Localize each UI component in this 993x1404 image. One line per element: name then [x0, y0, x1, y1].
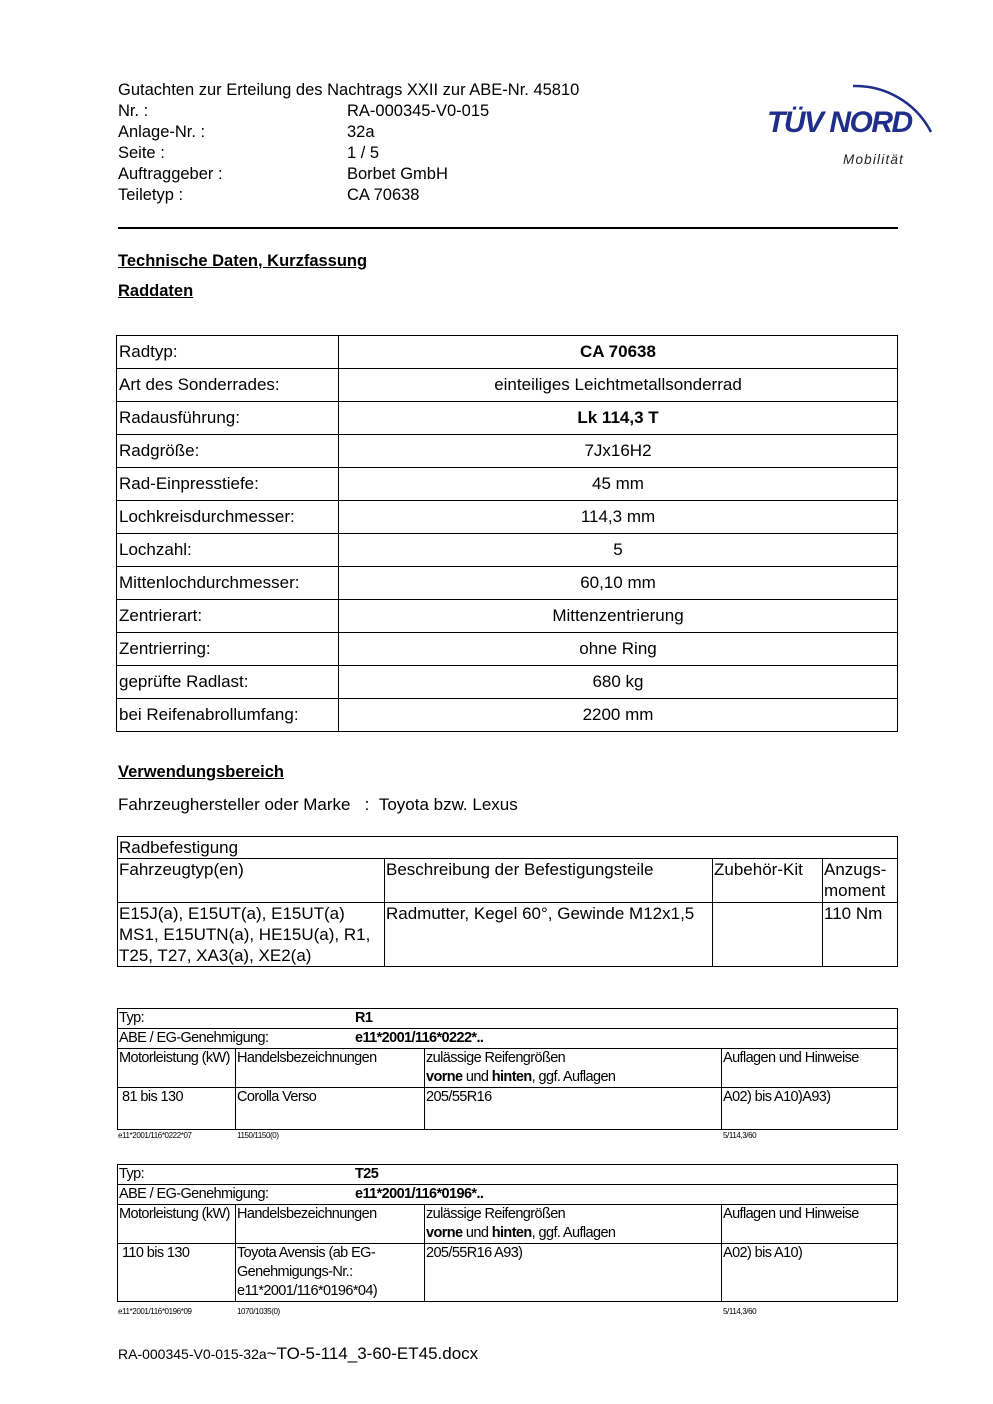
- row-label: Art des Sonderrades:: [117, 369, 339, 402]
- column-header: Handelsbezeichnungen: [236, 1205, 425, 1244]
- row-value: 60,10 mm: [339, 567, 898, 600]
- table-row: [117, 699, 898, 732]
- handel-cell: Toyota Avensis (ab EG-Genehmigungs-Nr.: e11*2001/116*0196*04): [236, 1244, 425, 1302]
- row-label: Lochkreisdurchmesser:: [117, 501, 339, 534]
- column-header: Motorleistung (kW): [118, 1049, 236, 1088]
- row-label: geprüfte Radlast:: [117, 666, 339, 699]
- table-row: [117, 666, 898, 699]
- header-value: 32a: [347, 123, 375, 141]
- header-row: [118, 185, 579, 206]
- column-header: [425, 1049, 722, 1088]
- row-label: Radausführung:: [117, 402, 339, 435]
- footnote-hole: 5/114,3/60: [723, 1307, 757, 1316]
- reifen-header: zulässige Reifengrößen: [426, 1050, 566, 1066]
- abe-label: ABE / EG-Genehmigung:: [119, 1186, 269, 1202]
- column-header: Auflagen und Hinweise: [722, 1205, 898, 1244]
- header-value: RA-000345-V0-015: [347, 102, 490, 120]
- reifen-cell: 205/55R16: [425, 1088, 722, 1130]
- row-value: Mittenzentrierung: [339, 600, 898, 633]
- typ-table-t25: [117, 1164, 898, 1302]
- typ-value: T25: [355, 1166, 379, 1182]
- table-row: [117, 534, 898, 567]
- tuev-nord-logo: [763, 56, 943, 171]
- typ-label: Typ:: [119, 1010, 144, 1026]
- zubehoer-kit-cell: [713, 903, 823, 967]
- reifen-cell: 205/55R16 A93): [425, 1244, 722, 1302]
- footnote-weight: 1070/1035(0): [237, 1307, 280, 1316]
- column-header: Fahrzeugtyp(en): [118, 859, 385, 903]
- header-value: 1 / 5: [347, 144, 380, 162]
- anzugsmoment-cell: 110 Nm: [823, 903, 898, 967]
- reifen-rest: , ggf. Auflagen: [531, 1225, 616, 1241]
- row-value: 7Jx16H2: [339, 435, 898, 468]
- header-label: Nr. :: [118, 102, 149, 120]
- fahrzeug-value: Toyota bzw. Lexus: [378, 795, 518, 814]
- section-title-verwendung: Verwendungsbereich: [118, 763, 284, 781]
- abe-label: ABE / EG-Genehmigung:: [119, 1030, 269, 1046]
- row-value: einteiliges Leichtmetallsonderrad: [339, 369, 898, 402]
- table-row: [118, 1029, 898, 1049]
- reifen-hinten: hinten: [491, 1069, 532, 1085]
- table-row: [117, 600, 898, 633]
- row-label: Mittenlochdurchmesser:: [117, 567, 339, 600]
- reifen-hinten: hinten: [491, 1225, 532, 1241]
- table-row: [117, 633, 898, 666]
- row-value: Lk 114,3 T: [339, 402, 898, 435]
- logo-wordmark: TÜV NORD: [767, 106, 912, 139]
- row-value: 680 kg: [339, 666, 898, 699]
- row-label: Radgröße:: [117, 435, 339, 468]
- header-label: Teiletyp :: [118, 186, 184, 204]
- footnote-hole: 5/114,3/60: [723, 1131, 757, 1140]
- footer-filename: ~TO-5-114_3-60-ET45.docx: [266, 1344, 479, 1363]
- table-row: [118, 1009, 898, 1029]
- row-label: Zentrierart:: [117, 600, 339, 633]
- table-row: [118, 1244, 898, 1302]
- column-header: Auflagen und Hinweise: [722, 1049, 898, 1088]
- header-label: Seite :: [118, 144, 165, 162]
- logo-subtitle: Mobilität: [843, 152, 905, 167]
- typ-label: Typ:: [119, 1166, 144, 1182]
- table-row: [117, 468, 898, 501]
- row-value: 2200 mm: [339, 699, 898, 732]
- table-row: [118, 903, 898, 967]
- typ-value: R1: [355, 1010, 373, 1026]
- table-row: [118, 1088, 898, 1130]
- row-label: Lochzahl:: [117, 534, 339, 567]
- header-row: [118, 143, 579, 164]
- section-title-tech: Technische Daten, Kurzfassung: [118, 252, 368, 270]
- row-value: CA 70638: [339, 336, 898, 369]
- table-row: [117, 402, 898, 435]
- fahrzeug-label: Fahrzeughersteller oder Marke: [118, 795, 351, 814]
- row-label: bei Reifenabrollumfang:: [117, 699, 339, 732]
- table-row: [117, 567, 898, 600]
- row-value: 45 mm: [339, 468, 898, 501]
- motor-cell: 110 bis 130: [118, 1244, 236, 1302]
- column-header: Beschreibung der Befestigungsteile: [385, 859, 713, 903]
- header-value: CA 70638: [347, 186, 420, 204]
- column-header: Motorleistung (kW): [118, 1205, 236, 1244]
- row-value: 114,3 mm: [339, 501, 898, 534]
- header-row: [118, 122, 579, 143]
- auflagen-cell: A02) bis A10): [722, 1244, 898, 1302]
- section-title-raddaten: Raddaten: [118, 282, 194, 300]
- fahrzeugtypen-cell: E15J(a), E15UT(a), E15UT(a) MS1, E15UTN(a), HE15U(a), R1, T25, T27, XA3(a), XE2(a): [118, 903, 385, 967]
- row-label: Zentrierring:: [117, 633, 339, 666]
- column-header: [425, 1205, 722, 1244]
- table-row: [117, 501, 898, 534]
- table-row: [117, 336, 898, 369]
- footer-docid: RA-000345-V0-015-32a: [118, 1346, 267, 1362]
- header-label: Auftraggeber :: [118, 165, 223, 183]
- reifen-header: zulässige Reifengrößen: [426, 1206, 566, 1222]
- column-header: Handelsbezeichnungen: [236, 1049, 425, 1088]
- document-header: [118, 80, 579, 206]
- header-title: Gutachten zur Erteilung des Nachtrags XXII zur ABE-Nr. 45810: [118, 81, 580, 99]
- row-label: Rad-Einpresstiefe:: [117, 468, 339, 501]
- abe-value: e11*2001/116*0222*..: [355, 1030, 484, 1046]
- handel-cell: Corolla Verso: [236, 1088, 425, 1130]
- beschreibung-cell: Radmutter, Kegel 60°, Gewinde M12x1,5: [385, 903, 713, 967]
- motor-cell: 81 bis 130: [118, 1088, 236, 1130]
- table-row: [118, 1205, 898, 1244]
- header-row: [118, 164, 579, 185]
- header-row: [118, 101, 579, 122]
- reifen-vorne: vorne: [426, 1069, 463, 1085]
- radbefestigung-table: [117, 836, 898, 967]
- column-header: Zubehör-Kit: [713, 859, 823, 903]
- row-label: Radtyp:: [117, 336, 339, 369]
- column-header: Anzugs-moment: [823, 859, 898, 903]
- fahrzeug-sep: :: [364, 795, 370, 814]
- header-divider: [118, 227, 898, 229]
- footnote-code: e11*2001/116*0222*07: [118, 1131, 192, 1140]
- table-row: [118, 859, 898, 903]
- footnote-code: e11*2001/116*0196*09: [118, 1307, 192, 1316]
- reifen-vorne: vorne: [426, 1225, 463, 1241]
- table-row: [117, 435, 898, 468]
- befestigung-title: Radbefestigung: [118, 837, 898, 859]
- reifen-und: und: [462, 1069, 492, 1085]
- header-label: Anlage-Nr. :: [118, 123, 206, 141]
- footnote-weight: 1150/1150(0): [237, 1131, 279, 1140]
- abe-value: e11*2001/116*0196*..: [355, 1186, 484, 1202]
- auflagen-cell: A02) bis A10)A93): [722, 1088, 898, 1130]
- row-value: 5: [339, 534, 898, 567]
- table-row: [117, 369, 898, 402]
- fahrzeughersteller-line: [118, 795, 518, 815]
- table-row: [118, 1049, 898, 1088]
- reifen-rest: , ggf. Auflagen: [531, 1069, 616, 1085]
- reifen-und: und: [462, 1225, 492, 1241]
- document-footer: [118, 1344, 478, 1364]
- typ-table-r1: [117, 1008, 898, 1130]
- table-row: [118, 1185, 898, 1205]
- table-row: [118, 837, 898, 859]
- header-value: Borbet GmbH: [347, 165, 448, 183]
- raddaten-table: [116, 335, 898, 732]
- row-value: ohne Ring: [339, 633, 898, 666]
- table-row: [118, 1165, 898, 1185]
